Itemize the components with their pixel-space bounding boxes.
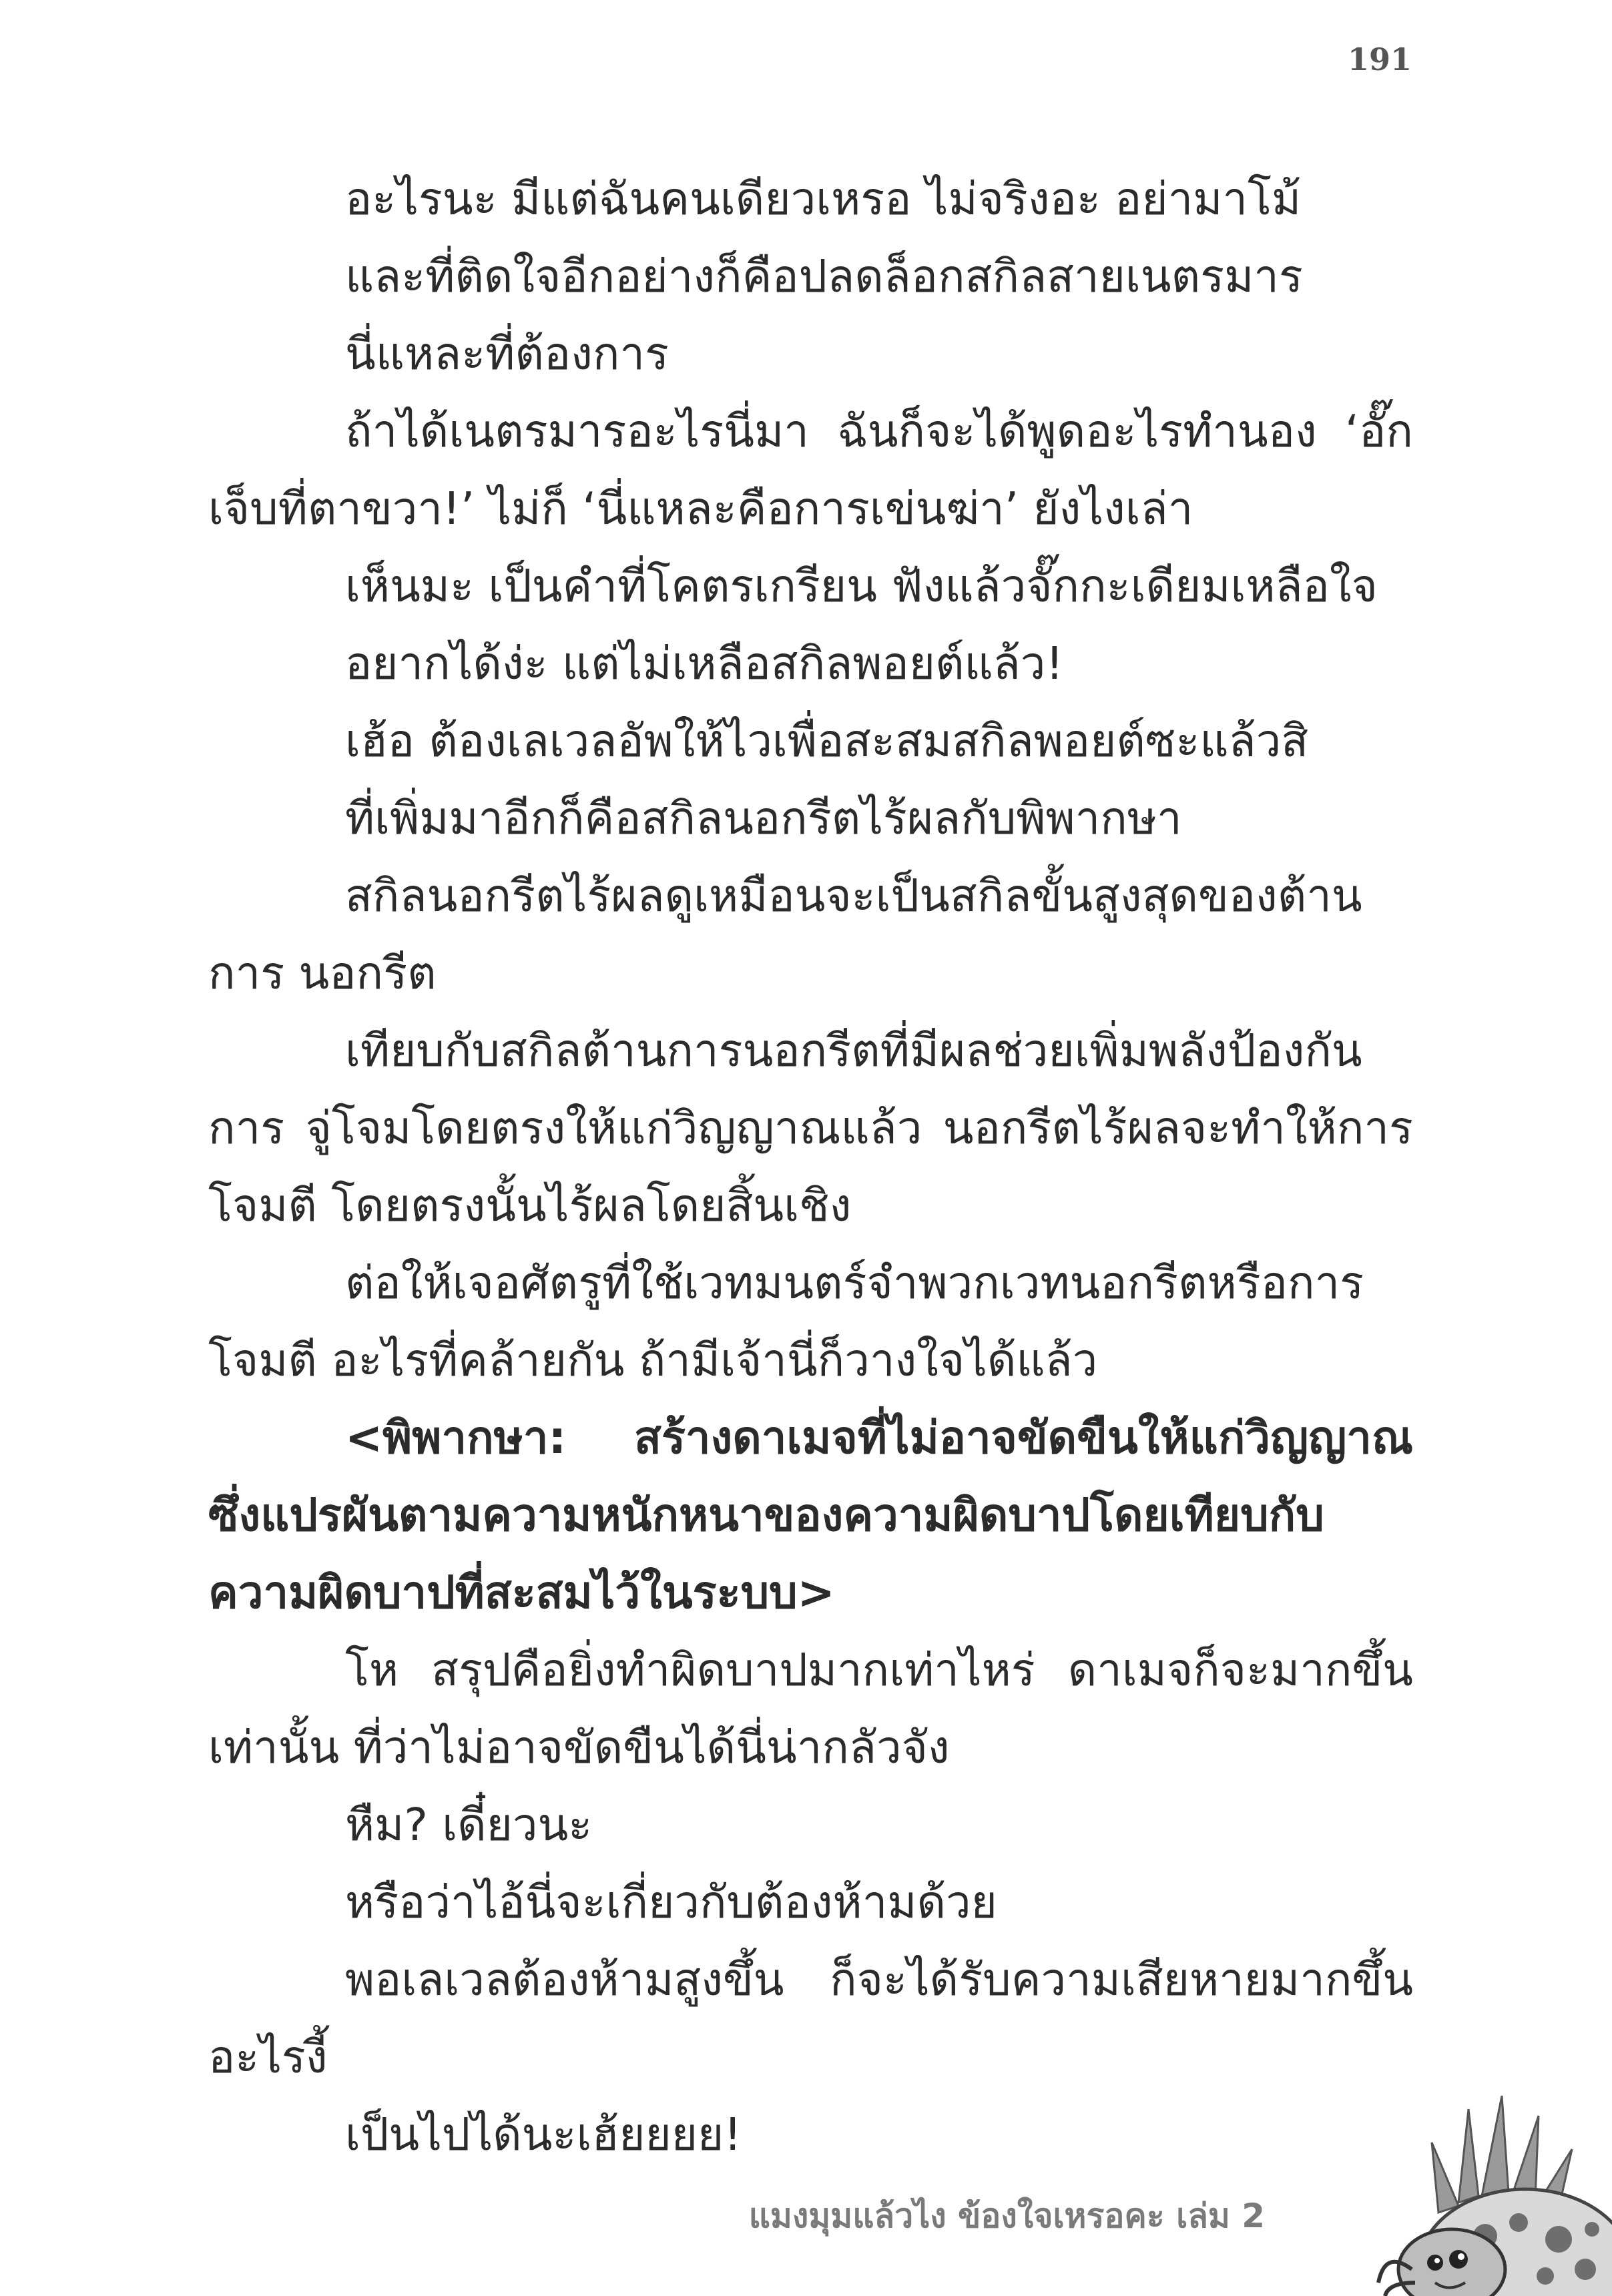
skill-description: <พิพากษา: สร้างดาเมจที่ไม่อาจขัดขืนให้แก่วิญญาณ ซึ่งแปรผันตามความหนักหนาของความผิดบาปโดยเทียบกับ ความผิดบาปที่สะสมไว้ในระบบ> <box>208 1412 1413 1619</box>
paragraph: ถ้าได้เนตรมารอะไรนี่มา ฉันก็จะได้พูดอะไรทำนอง ‘อั๊ก เจ็บที่ตาขวา!’ ไม่ก็ ‘นี่แหละคือการเข่นฆ่า’ ยังไงเล่า <box>208 405 1413 535</box>
spider-mascot-icon <box>1358 2069 1612 2296</box>
paragraph: พอเลเวลต้องห้ามสูงขึ้น ก็จะได้รับความเสียหายมากขึ้น อะไรงี้ <box>208 1954 1413 2083</box>
paragraph: อะไรนะ มีแต่ฉันคนเดียวเหรอ ไม่จริงอะ อย่ามาโม้ <box>345 173 1302 225</box>
paragraph: สกิลนอกรีตไร้ผลดูเหมือนจะเป็นสกิลขั้นสูงสุดของต้านการ นอกรีต <box>208 870 1362 999</box>
body-text <box>208 160 1413 2173</box>
paragraph: หรือว่าไอ้นี่จะเกี่ยวกับต้องห้ามด้วย <box>345 1876 997 1928</box>
book-title-footer: แมงมุมแล้วไง ข้องใจเหรอคะ เล่ม 2 <box>748 2197 1265 2235</box>
paragraph: หืม? เดี๋ยวนะ <box>345 1799 593 1851</box>
paragraph: เฮ้อ ต้องเลเวลอัพให้ไวเพื่อสะสมสกิลพอยต์ซะแล้วสิ <box>345 715 1309 767</box>
paragraph: ต่อให้เจอศัตรูที่ใช้เวทมนตร์จำพวกเวทนอกรีตหรือการโจมตี อะไรที่คล้ายกัน ถ้ามีเจ้านี่ก็วางใจได้แล้ว <box>208 1257 1364 1386</box>
paragraph: อยากได้ง่ะ แต่ไม่เหลือสกิลพอยต์แล้ว! <box>345 637 1064 689</box>
page-number: 191 <box>1347 41 1412 77</box>
paragraph: เป็นไปได้นะเฮ้ยยยย! <box>345 2108 742 2161</box>
paragraph: และที่ติดใจอีกอย่างก็คือปลดล็อกสกิลสายเนตรมาร <box>345 250 1303 302</box>
paragraph: นี่แหละที่ต้องการ <box>345 328 669 380</box>
paragraph: เทียบกับสกิลต้านการนอกรีตที่มีผลช่วยเพิ่มพลังป้องกันการ จู่โจมโดยตรงให้แก่วิญญาณแล้ว นอกรีตไร้ผลจะทำให้การโจมตี โดยตรงนั้นไร้ผลโดยสิ้นเชิง <box>208 1025 1413 1231</box>
paragraph: โห สรุปคือยิ่งทำผิดบาปมากเท่าไหร่ ดาเมจก็จะมากขึ้น เท่านั้น ที่ว่าไม่อาจขัดขืนได้นี่น่ากลัวจัง <box>208 1644 1413 1773</box>
paragraph: เห็นมะ เป็นคำที่โคตรเกรียน ฟังแล้วจั๊กกะเดียมเหลือใจ <box>345 560 1378 612</box>
paragraph: ที่เพิ่มมาอีกก็คือสกิลนอกรีตไร้ผลกับพิพากษา <box>345 792 1182 844</box>
